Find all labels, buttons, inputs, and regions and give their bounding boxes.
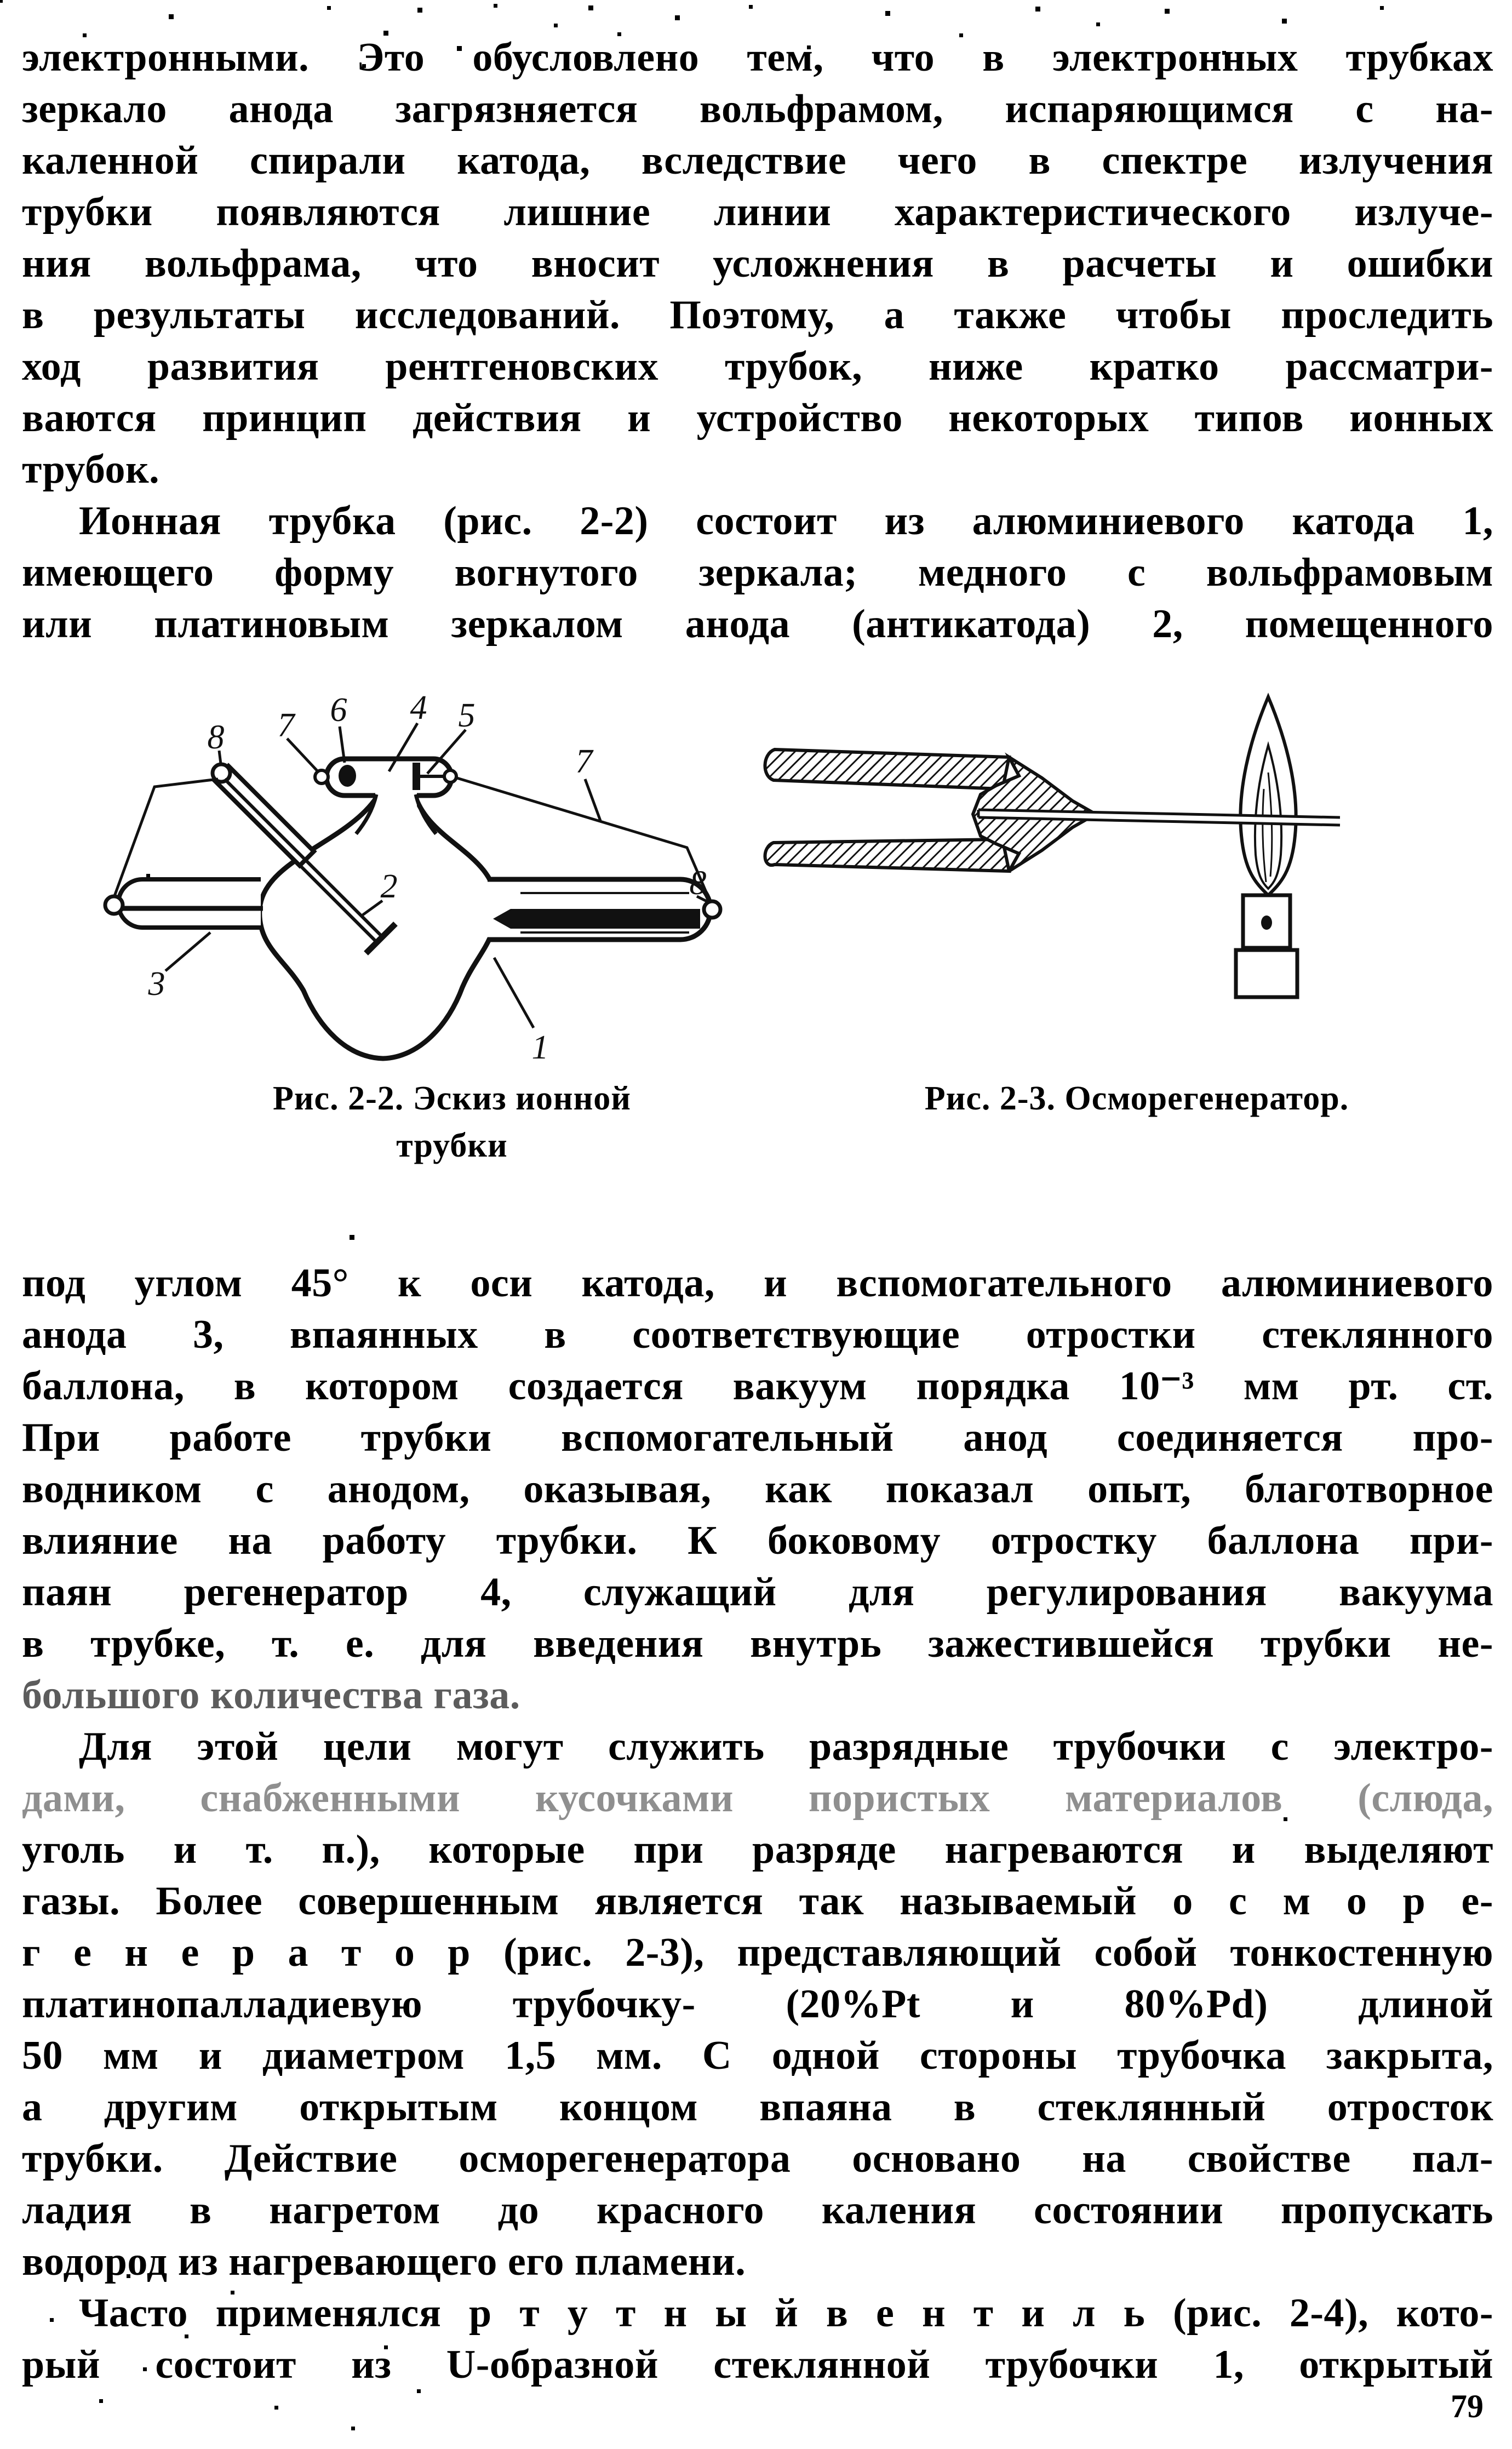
part-label-2: 2	[380, 868, 398, 905]
text-line: а другим открытым концом впаяна в стеклянный отросток	[22, 2085, 1493, 2130]
text-line: Для этой цели могут служить разрядные трубочки с электро-	[79, 1724, 1493, 1769]
text-line: большого количества газа.	[22, 1673, 520, 1718]
text-line: баллона, в котором создается вакуум порядка 10⁻³ мм рт. ст.	[22, 1364, 1493, 1409]
page-number: 79	[1451, 2388, 1484, 2424]
caption-line: трубки	[396, 1127, 508, 1164]
paragraph	[22, 2287, 1493, 2390]
text-line: влияние на работу трубки. К боковому отростку баллона при-	[22, 1518, 1493, 1563]
figure-caption-2-3	[822, 1075, 1452, 1122]
text-line: зеркало анода загрязняется вольфрамом, испаряющимся с на-	[22, 87, 1493, 131]
paragraph	[22, 495, 1493, 650]
text-line: уголь и т. п.), которые при разряде нагреваются и выделяют	[22, 1827, 1493, 1872]
text-line: или платиновым зеркалом анода (антикатода) 2, помещенного	[22, 602, 1493, 646]
part-label-7: 7	[277, 707, 295, 744]
text-line: трубок.	[22, 447, 160, 492]
text-line: ход развития рентгеновских трубок, ниже кратко рассматри-	[22, 344, 1493, 389]
text-line: платинопалладиевую трубочку- (20%Pt и 80%Pd) длиной	[22, 1982, 1493, 2027]
caption-line: Рис. 2-3. Осморегенератор.	[924, 1080, 1349, 1117]
text-line: анода 3, впаянных в соответствующие отростки стеклянного	[22, 1312, 1493, 1357]
text-line: водником с анодом, оказывая, как показал опыт, благотворное	[22, 1467, 1493, 1512]
text-line: Ионная трубка (рис. 2-2) состоит из алюминиевого катода 1,	[79, 499, 1493, 543]
figure-caption-2-2	[110, 1075, 794, 1169]
text-line: в трубке, т. е. для введения внутрь зажестившейся трубки не-	[22, 1621, 1493, 1666]
paragraph	[22, 1257, 1493, 1721]
text-line: ния вольфрама, что вносит усложнения в расчеты и ошибки	[22, 241, 1493, 286]
figure-ion-tube-sketch	[82, 679, 767, 1096]
text-line: ладия в нагретом до красного каления состоянии пропускать	[22, 2188, 1493, 2233]
text-line: дами, снабженными кусочками пористых материалов (слюда,	[22, 1776, 1493, 1821]
text-line: г е н е р а т о р (рис. 2-3), представляющий собой тонкостенную	[22, 1930, 1493, 1975]
text-line: под углом 45° к оси катода, и вспомогательного алюминиевого	[22, 1261, 1493, 1306]
text-line: Часто применялся р т у т н ы й в е н т и л ь (рис. 2-4), кото-	[79, 2291, 1493, 2336]
text-line: 50 мм и диаметром 1,5 мм. С одной стороны трубочка закрыта,	[22, 2033, 1493, 2078]
part-label-7b: 7	[575, 743, 593, 780]
part-label-8b: 8	[689, 865, 707, 902]
part-label-1: 1	[531, 1029, 549, 1066]
paragraph	[22, 32, 1493, 495]
text-line: рый состоит из U-образной стеклянной трубочки 1, открытый	[22, 2342, 1493, 2387]
part-label-3: 3	[148, 965, 165, 1003]
figure-osmoregenerator	[761, 679, 1402, 1118]
figure-row	[22, 650, 1493, 1257]
text-line: трубки. Действие осморегенератора основано на свойстве пал-	[22, 2136, 1493, 2181]
text-line: газы. Более совершенным является так называемый о с м о р е-	[22, 1879, 1493, 1924]
part-label-4: 4	[410, 689, 427, 726]
text-line: трубки появляются лишние линии характеристического излуче-	[22, 190, 1493, 234]
text-line: водород из нагревающего его пламени.	[22, 2239, 746, 2284]
part-label-5: 5	[458, 697, 476, 734]
part-label-6: 6	[330, 691, 347, 729]
text-line: имеющего форму вогнутого зеркала; медного с вольфрамовым	[22, 550, 1493, 595]
text-line: При работе трубки вспомогательный анод соединяется про-	[22, 1415, 1493, 1460]
text-line: в результаты исследований. Поэтому, а также чтобы проследить	[22, 293, 1493, 337]
text-line: каленной спирали катода, вследствие чего в спектре излучения	[22, 138, 1493, 183]
text-line: электронными. Это обусловлено тем, что в электронных трубках	[22, 35, 1493, 80]
caption-line: Рис. 2-2. Эскиз ионной	[272, 1080, 632, 1117]
part-label-8: 8	[207, 719, 225, 756]
text-line: ваются принцип действия и устройство некоторых типов ионных	[22, 396, 1493, 440]
paragraph	[22, 1721, 1493, 2287]
text-line: паян регенератор 4, служащий для регулирования вакуума	[22, 1570, 1493, 1615]
